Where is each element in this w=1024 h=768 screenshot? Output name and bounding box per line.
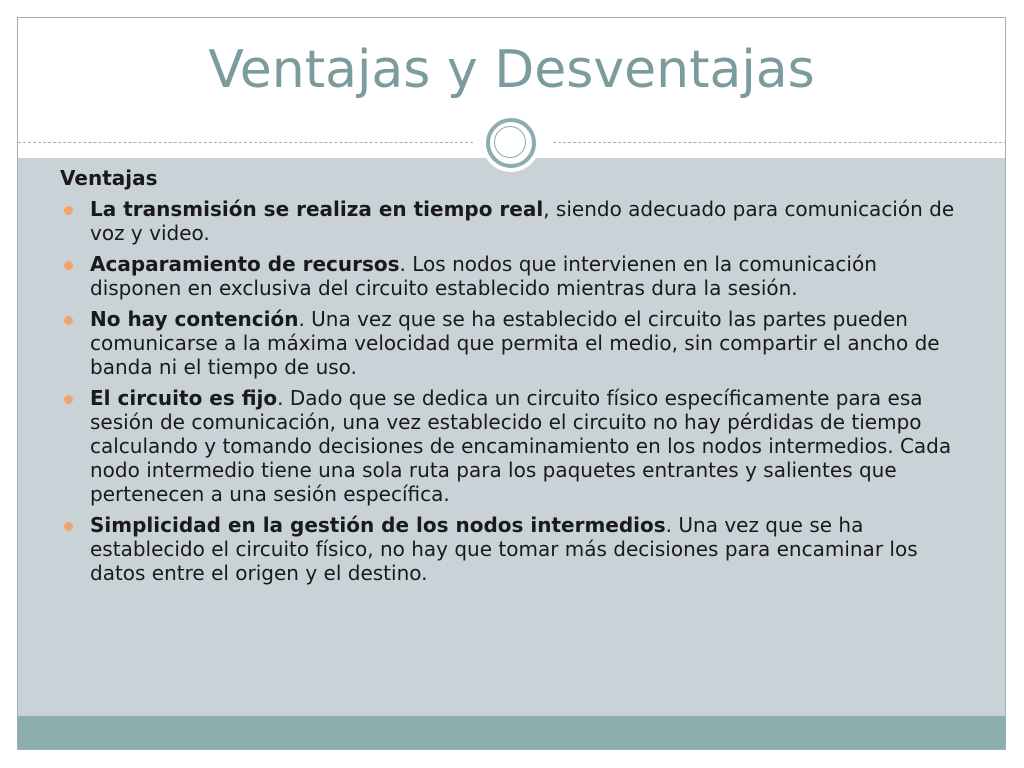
ring-ornament-inner bbox=[494, 126, 526, 158]
bullet-lead: No hay contención bbox=[90, 307, 299, 331]
bullet-item bbox=[60, 197, 960, 245]
bullet-dot-icon bbox=[64, 395, 73, 404]
bullet-item bbox=[60, 513, 960, 585]
bullet-lead: Simplicidad en la gestión de los nodos intermedios bbox=[90, 513, 666, 537]
slide-title: Ventajas y Desventajas bbox=[208, 40, 815, 100]
bullet-dot-icon bbox=[64, 261, 73, 270]
bullet-item bbox=[60, 386, 960, 506]
slide-frame bbox=[17, 17, 1006, 750]
bullet-dot-icon bbox=[64, 522, 73, 531]
slide-body bbox=[60, 166, 960, 592]
bullet-text: . Los nodos que intervienen en la comunicación disponen en exclusiva del circuito establecido mientras dura la sesión. bbox=[90, 252, 877, 300]
bullet-text: . Una vez que se ha establecido el circuito físico, no hay que tomar más decisiones para encaminar los datos entre el origen y el destino. bbox=[90, 513, 918, 585]
bullet-text: . Una vez que se ha establecido el circuito las partes pueden comunicarse a la máxima velocidad que permita el medio, sin compartir el ancho de banda ni el tiempo de uso. bbox=[90, 307, 940, 379]
section-heading: Ventajas bbox=[60, 166, 158, 190]
title-divider-left bbox=[18, 142, 473, 143]
bullet-list bbox=[60, 197, 960, 585]
bullet-dot-icon bbox=[64, 206, 73, 215]
bullet-item bbox=[60, 252, 960, 300]
bullet-lead: El circuito es fijo bbox=[90, 386, 278, 410]
bullet-dot-icon bbox=[64, 316, 73, 325]
bullet-text: . Dado que se dedica un circuito físico específicamente para esa sesión de comunicación, una vez establecido el circuito no hay pérdidas de tiempo calculando y tomando decisiones de encaminamiento en los nodos intermedios. Cada nodo intermedio tiene una sola ruta para los paquetes entrantes y salientes que pertenecen a una sesión específica. bbox=[90, 386, 952, 506]
bullet-lead: La transmisión se realiza en tiempo real bbox=[90, 197, 544, 221]
bullet-lead: Acaparamiento de recursos bbox=[90, 252, 400, 276]
title-divider-right bbox=[553, 142, 1006, 143]
bullet-item bbox=[60, 307, 960, 379]
footer-bar bbox=[18, 716, 1005, 750]
bullet-text: , siendo adecuado para comunicación de voz y video. bbox=[90, 197, 955, 245]
